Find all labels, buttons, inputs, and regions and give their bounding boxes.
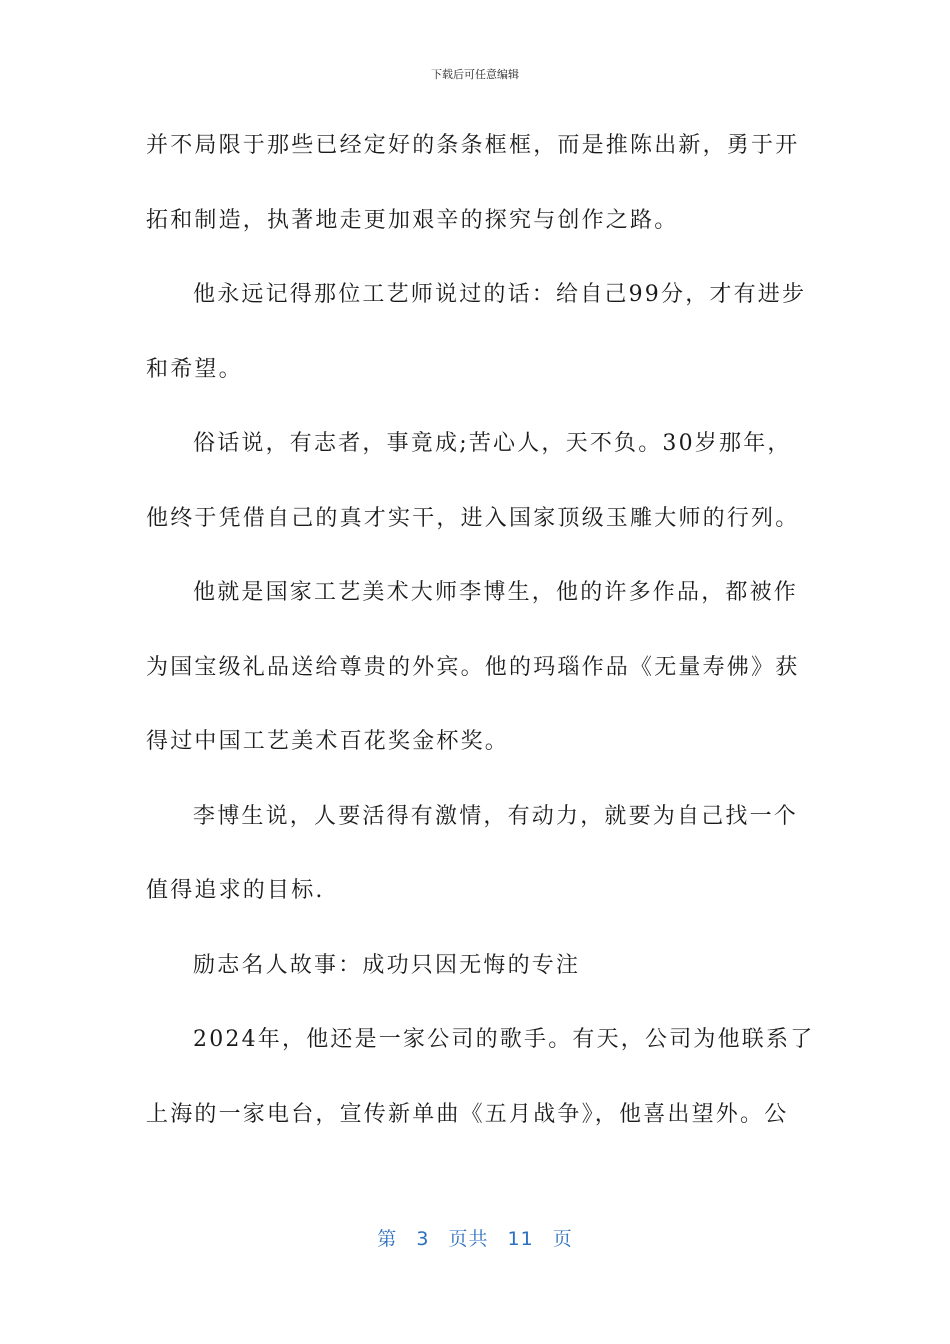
text-line: 他永远记得那位工艺师说过的话：给自己99分，才有进步 xyxy=(193,282,807,307)
text-line: 为国宝级礼品送给尊贵的外宾。他的玛瑙作品《无量寿佛》获 xyxy=(146,654,800,680)
text-line: 俗话说，有志者，事竟成;苦心人，天不负。30岁那年， xyxy=(193,431,792,456)
text-line: 拓和制造，执著地走更加艰辛的探究与创作之路。 xyxy=(146,207,679,233)
text-line: 和希望。 xyxy=(146,356,243,382)
text-line: 2024年，他还是一家公司的歌手。有天，公司为他联系了 xyxy=(193,1027,815,1052)
body-text xyxy=(146,124,815,1167)
section-heading: 励志名人故事：成功只因无悔的专注 xyxy=(193,952,581,978)
text-line: 并不局限于那些已经定好的条条框框，而是推陈出新，勇于开 xyxy=(146,133,800,158)
text-line: 他终于凭借自己的真才实干，进入国家顶级玉雕大师的行列。 xyxy=(146,505,800,531)
header-note: 下载后可任意编辑 xyxy=(431,68,519,81)
text-line: 他就是国家工艺美术大师李博生，他的许多作品，都被作 xyxy=(193,580,799,605)
text-line: 李博生说，人要活得有激情，有动力，就要为自己找一个 xyxy=(193,803,799,829)
text-line: 值得追求的目标. xyxy=(146,878,325,903)
text-line: 上海的一家电台，宣传新单曲《五月战争》，他喜出望外。公 xyxy=(146,1101,789,1127)
text-line: 得过中国工艺美术百花奖金杯奖。 xyxy=(146,729,510,754)
page-number-footer: 第 3 页共 11 页 xyxy=(377,1228,573,1250)
